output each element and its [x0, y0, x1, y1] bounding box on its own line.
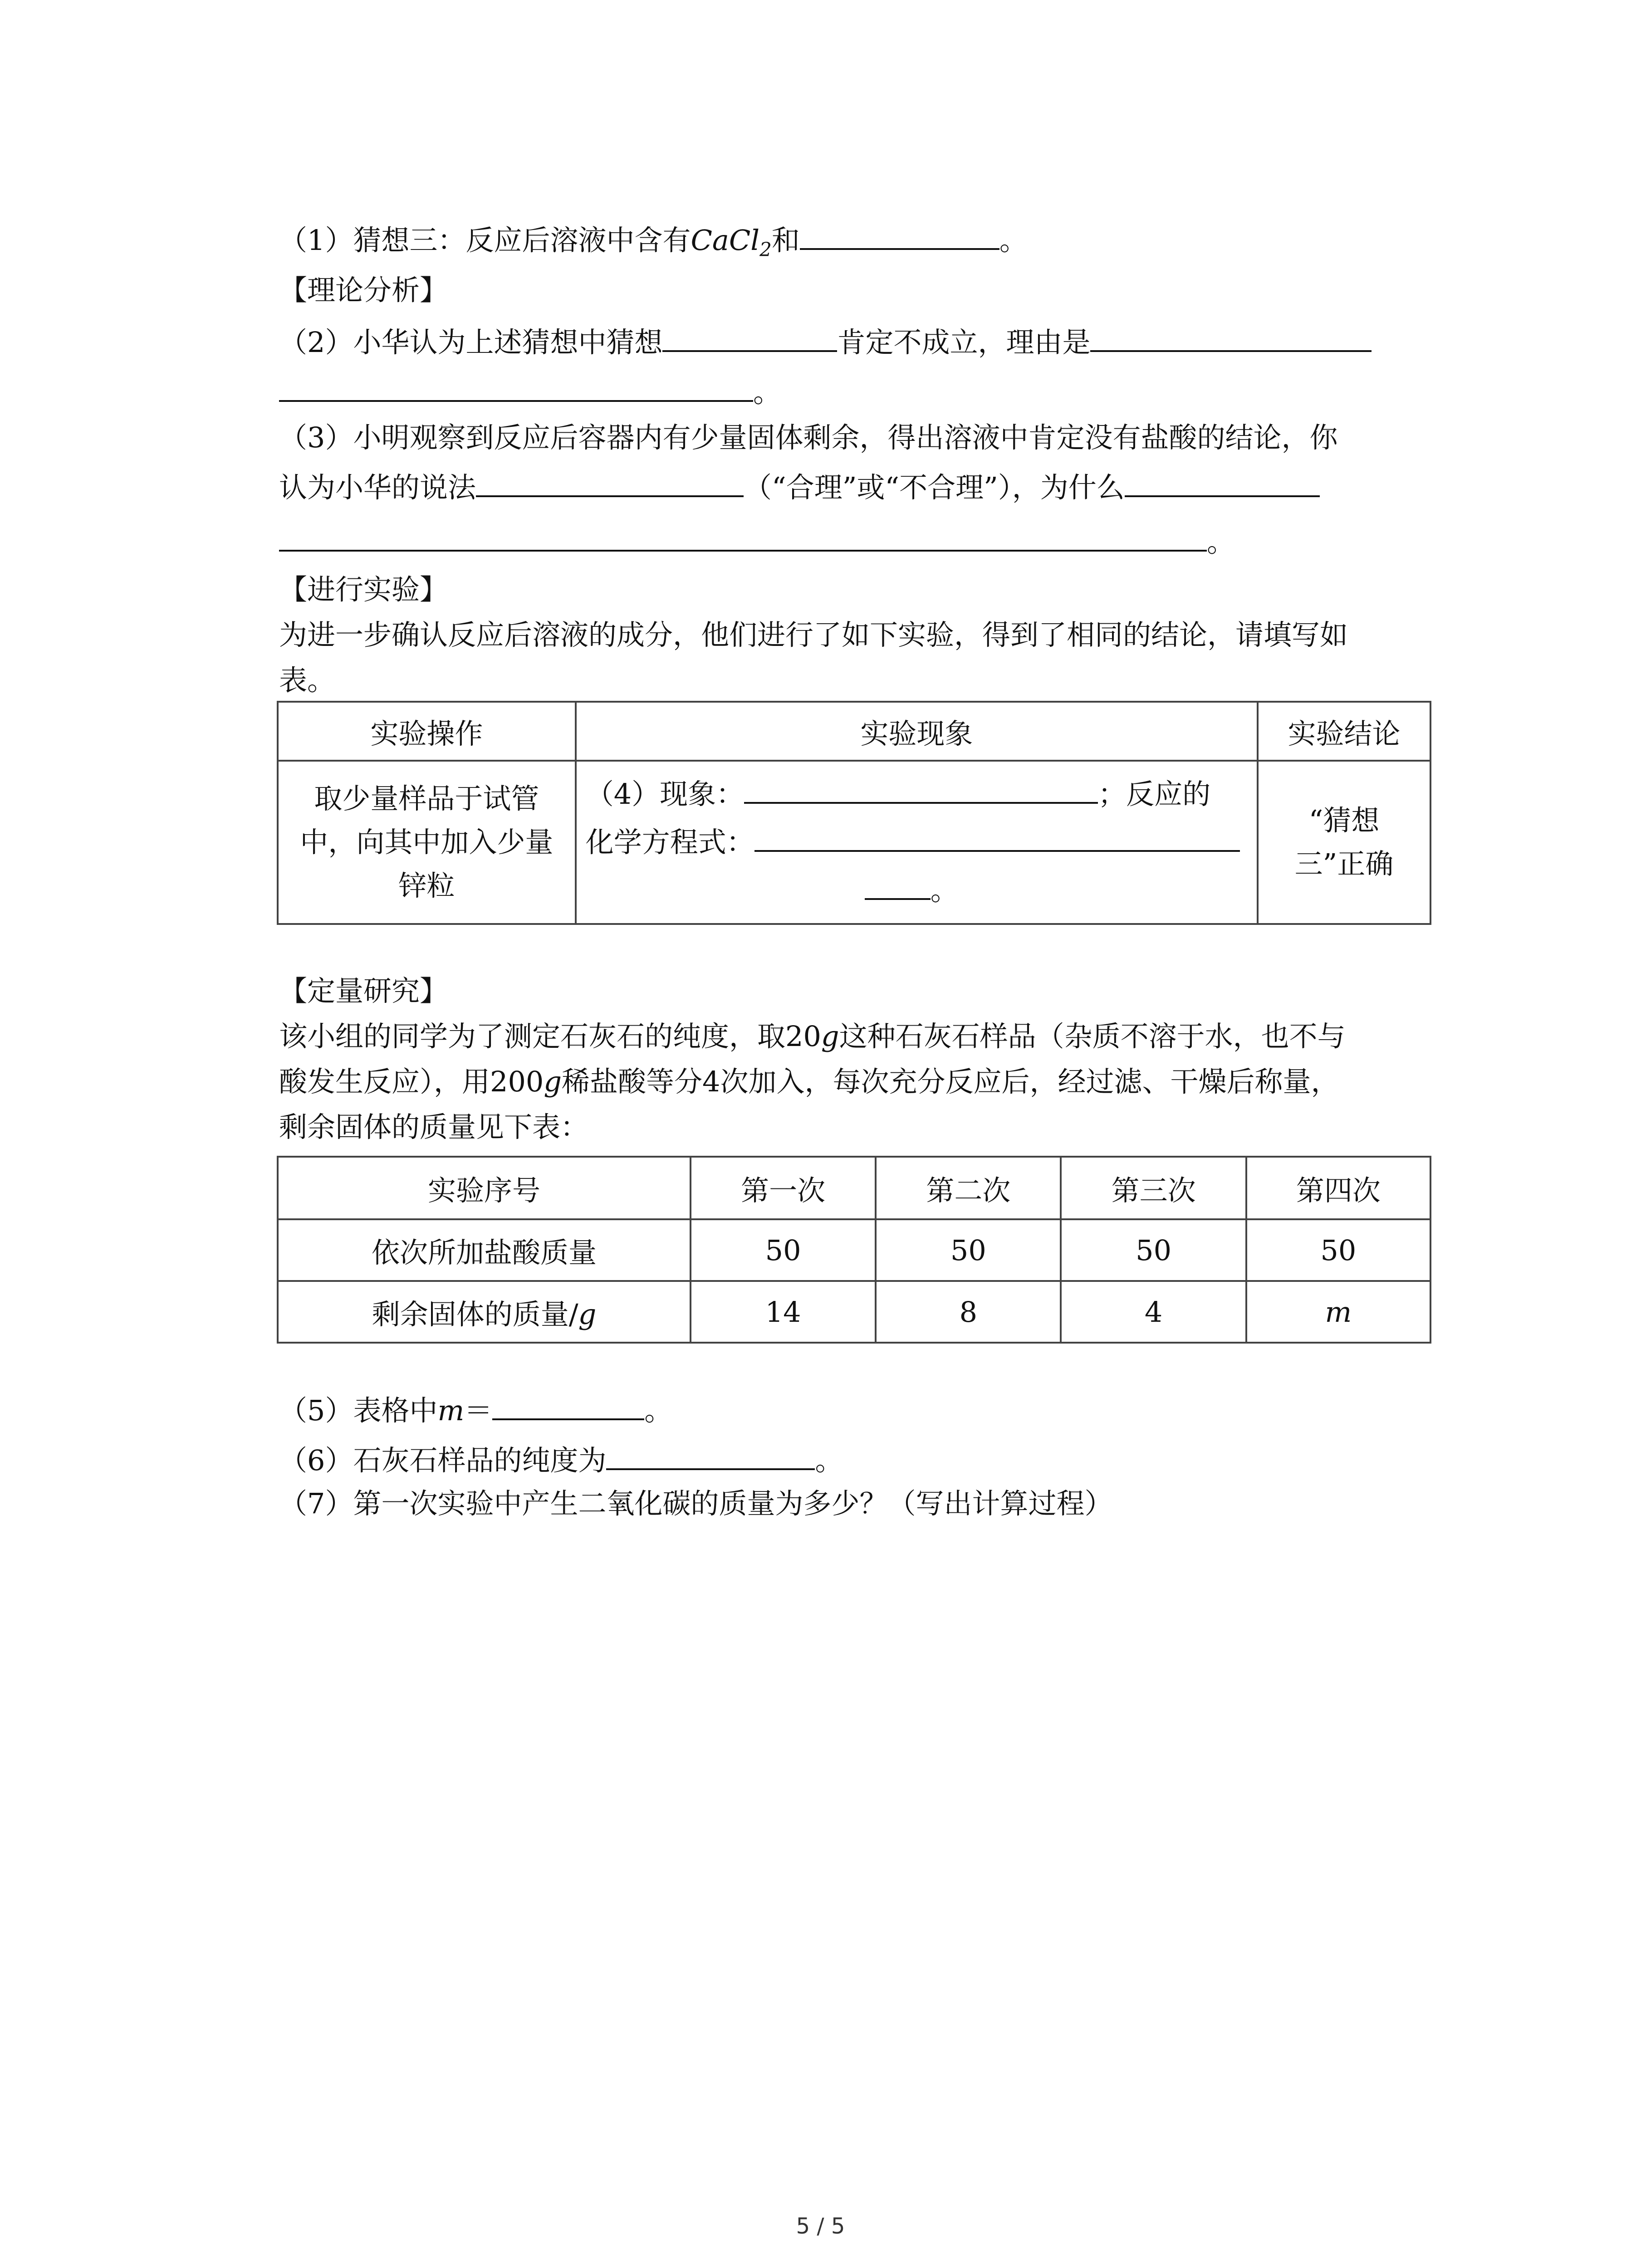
table-cell: 50 — [1246, 1219, 1430, 1281]
phenomenon-cell: （4）现象： ；反应的 化学方程式： 。 — [576, 761, 1258, 924]
experiment-heading: 【进行实验】 — [279, 573, 448, 606]
question-2-cont: 。 — [279, 367, 781, 417]
question-5: （5）表格中m＝ 。 — [279, 1386, 672, 1436]
data-table — [277, 1156, 1431, 1344]
table-cell: 8 — [876, 1281, 1061, 1343]
table-header: 第三次 — [1061, 1157, 1246, 1219]
answer-blank-4b[interactable] — [754, 822, 1240, 852]
operation-cell: 取少量样品于试管 中，向其中加入少量 锌粒 — [278, 761, 576, 924]
table-header: 实验操作 — [278, 702, 576, 761]
experiment-table — [277, 701, 1431, 925]
quant-para-1: 该小组的同学为了测定石灰石的纯度，取20g这种石灰石样品（杂质不溶于水，也不与 — [279, 1020, 1346, 1053]
table-row — [278, 761, 1430, 924]
table-header: 第一次 — [691, 1157, 876, 1219]
row-label: 依次所加盐酸质量 — [278, 1219, 691, 1281]
table-cell: 50 — [1061, 1219, 1246, 1281]
question-1: （1）猜想三：反应后溶液中含有CaCl$_2$和 。 — [279, 215, 1028, 274]
answer-blank-3b[interactable] — [1125, 467, 1320, 497]
theory-heading: 【理论分析】 — [279, 274, 448, 307]
table-header: 实验现象 — [576, 702, 1258, 761]
table-cell: m — [1246, 1281, 1430, 1343]
table-header: 第四次 — [1246, 1157, 1430, 1219]
answer-blank-4c[interactable] — [865, 870, 931, 900]
table-header: 实验结论 — [1258, 702, 1430, 761]
table-row — [278, 1157, 1430, 1219]
table-row — [278, 1219, 1430, 1281]
experiment-intro-1: 为进一步确认反应后溶液的成分，他们进行了如下实验，得到了相同的结论，请填写如 — [279, 618, 1348, 651]
table-cell: 50 — [876, 1219, 1061, 1281]
quant-para-3: 剩余固体的质量见下表： — [279, 1110, 589, 1144]
table-cell: 14 — [691, 1281, 876, 1343]
table-row — [278, 1281, 1430, 1343]
table-cell: 4 — [1061, 1281, 1246, 1343]
question-6: （6）石灰石样品的纯度为 。 — [279, 1436, 843, 1486]
quant-para-2: 酸发生反应），用200g稀盐酸等分4次加入，每次充分反应后，经过滤、干燥后称量， — [279, 1065, 1339, 1098]
answer-blank-2a[interactable] — [662, 322, 837, 352]
page-number: 5 / 5 — [796, 2214, 845, 2239]
quant-heading: 【定量研究】 — [279, 974, 448, 1007]
question-3-line-1: （3）小明观察到反应后容器内有少量固体剩余，得出溶液中肯定没有盐酸的结论，你 — [279, 421, 1338, 454]
answer-blank-3c[interactable] — [279, 522, 1207, 552]
table-row — [278, 702, 1430, 761]
answer-blank-1[interactable] — [800, 220, 999, 250]
experiment-intro-2: 表。 — [279, 664, 336, 697]
table-header: 第二次 — [876, 1157, 1061, 1219]
answer-blank-3a[interactable] — [476, 467, 744, 497]
table-cell: 50 — [691, 1219, 876, 1281]
answer-blank-2b[interactable] — [1090, 322, 1372, 352]
answer-blank-2c[interactable] — [279, 372, 753, 402]
question-3-line-2: 认为小华的说法 （“合理”或“不合理”），为什么 — [279, 463, 1320, 513]
question-7: （7）第一次实验中产生二氧化碳的质量为多少？（写出计算过程） — [279, 1487, 1113, 1520]
question-2: （2）小华认为上述猜想中猜想 肯定不成立，理由是 — [279, 318, 1372, 367]
conclusion-cell: “猜想 三”正确 — [1258, 761, 1430, 924]
answer-blank-5[interactable] — [492, 1390, 644, 1420]
answer-blank-4a[interactable] — [744, 774, 1098, 804]
table-header: 实验序号 — [278, 1157, 691, 1219]
row-label: 剩余固体的质量/g — [278, 1281, 691, 1343]
answer-blank-6[interactable] — [606, 1440, 815, 1470]
question-3-line-3: 。 — [279, 517, 1235, 567]
